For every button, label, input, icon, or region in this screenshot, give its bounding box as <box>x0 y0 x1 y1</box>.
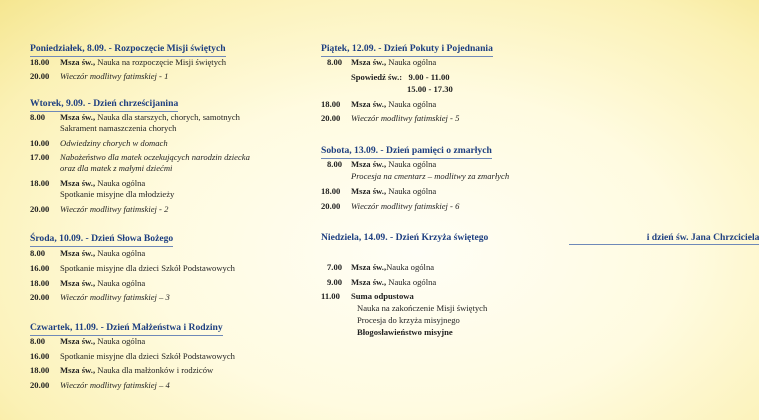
entry-text: Nauka ogólna <box>386 277 437 287</box>
entry-time: 8.00 <box>30 336 46 346</box>
entry-bold: Msza św., <box>351 99 387 109</box>
entry-time: 20.00 <box>321 113 341 123</box>
day-monday <box>30 38 292 81</box>
entry-bold: Msza św., <box>351 159 387 169</box>
entry-time: 17.00 <box>30 152 50 162</box>
day-sunday <box>321 227 759 337</box>
entry-text: Nauka dla starszych, chorych, samotnych <box>95 112 240 122</box>
entry-time: 16.00 <box>30 263 50 273</box>
entry-time: 20.00 <box>30 204 50 214</box>
day-title: Poniedziałek, 8.09. - Rozpoczęcie Misji świętych <box>30 43 226 57</box>
day-thursday <box>30 317 292 390</box>
entry-text: Nauka ogólna <box>386 159 437 169</box>
entry-text: Sakrament namaszczenia chorych <box>60 123 177 133</box>
entry-italic: Wieczór modlitwy fatimskiej - 1 <box>60 71 169 81</box>
entry-time: 11.00 <box>321 291 340 301</box>
entry-bold: Msza św., <box>60 112 96 122</box>
entry-italic: Wieczór modlitwy fatimskiej - 2 <box>60 204 169 214</box>
entry-text: Nauka ogólna <box>386 262 435 272</box>
day-title: Sobota, 13.09. - Dzień pamięci o zmarłych <box>321 145 492 159</box>
entry-text: Procesja do krzyża misyjnego <box>357 315 460 325</box>
entry-italic: Procesja na cmentarz – modlitwy za zmarłych <box>351 171 510 181</box>
day-title-line1: Niedziela, 14.09. - Dzień Krzyża świętego <box>321 232 489 243</box>
day-title <box>321 232 759 246</box>
entry-bold: Błogosławieństwo misyjne <box>357 327 453 337</box>
entry-text: Nauka ogólna <box>95 178 146 188</box>
entry-time: 18.00 <box>30 178 50 188</box>
entry-time: 7.00 <box>327 262 343 272</box>
entry-time: 8.00 <box>327 57 343 67</box>
day-title: Wtorek, 9.09. - Dzień chrześcijanina <box>30 98 178 112</box>
entry-time: 18.00 <box>30 57 50 67</box>
entry-bold: Suma odpustowa <box>351 291 414 301</box>
entry-bold: Msza św., <box>60 57 96 67</box>
entry-text: Nauka ogólna <box>386 99 437 109</box>
day-title: Czwartek, 11.09. - Dzień Małżeństwa i Rodziny <box>30 322 223 336</box>
entry-text: Nauka na rozpoczęcie Misji świętych <box>95 57 227 67</box>
entry-bold: Msza św., <box>60 248 96 258</box>
entry-time: 18.00 <box>321 99 341 109</box>
entry-italic: Wieczór modlitwy fatimskiej - 6 <box>351 201 460 211</box>
day-saturday <box>321 140 583 211</box>
entry-text: Spotkanie misyjne dla młodzieży <box>60 189 175 199</box>
entry-time: 20.00 <box>30 380 50 390</box>
entry-text: 15.00 - 17.30 <box>407 84 453 94</box>
entry-italic: Nabożeństwo dla matek oczekujących narodzin dziecka <box>60 152 250 162</box>
entry-text: Nauka ogólna <box>95 248 146 258</box>
entry-text: 9.00 - 11.00 <box>402 72 450 82</box>
entry-italic: oraz dla matek z małymi dziećmi <box>60 163 173 173</box>
entry-italic: Odwiedziny chorych w domach <box>60 138 168 148</box>
entry-time: 20.00 <box>30 292 50 302</box>
entry-bold: Msza św., <box>351 186 387 196</box>
entry-time: 20.00 <box>30 71 50 81</box>
entry-time: 18.00 <box>321 186 341 196</box>
day-friday <box>321 38 583 123</box>
entry-text: Nauka dla małżonków i rodziców <box>95 365 214 375</box>
entry-time: 18.00 <box>30 278 50 288</box>
entry-time: 16.00 <box>30 351 50 361</box>
entry-time: 20.00 <box>321 201 341 211</box>
entry-bold: Msza św., <box>60 336 96 346</box>
entry-bold: Msza św., <box>351 262 387 272</box>
entry-time: 8.00 <box>327 159 343 169</box>
entry-italic: Wieczór modlitwy fatimskiej – 3 <box>60 292 170 302</box>
entry-italic: Wieczór modlitwy fatimskiej – 4 <box>60 380 170 390</box>
entry-text: Nauka ogólna <box>95 336 146 346</box>
entry-text: Nauka ogólna <box>386 57 437 67</box>
day-title: Środa, 10.09. - Dzień Słowa Bożego <box>30 233 173 247</box>
entry-time: 8.00 <box>30 112 46 122</box>
entry-text: Spotkanie misyjne dla dzieci Szkół Podstawowych <box>60 351 235 361</box>
entry-time: 9.00 <box>327 277 343 287</box>
entry-bold: Spowiedź św.: <box>351 72 403 82</box>
entry-text: Nauka ogólna <box>95 278 146 288</box>
entry-time: 10.00 <box>30 138 50 148</box>
entry-text: Nauka na zakończenie Misji świętych <box>357 303 488 313</box>
entry-time: 8.00 <box>30 248 46 258</box>
entry-italic: Wieczór modlitwy fatimskiej - 5 <box>351 113 460 123</box>
entry-bold: Msza św., <box>351 57 387 67</box>
entry-bold: Msza św., <box>60 365 96 375</box>
day-title: Piątek, 12.09. - Dzień Pokuty i Pojednania <box>321 43 493 57</box>
entry-bold: Msza św., <box>60 278 96 288</box>
day-title-line2: i dzień św. Jana Chrzciciela <box>569 232 759 245</box>
entry-bold: Msza św., <box>351 277 387 287</box>
entry-time: 18.00 <box>30 365 50 375</box>
entry-bold: Msza św., <box>60 178 96 188</box>
day-tuesday <box>30 93 292 214</box>
entry-text: Nauka ogólna <box>386 186 437 196</box>
entry-text: Spotkanie misyjne dla dzieci Szkół Podstawowych <box>60 263 235 273</box>
day-wednesday <box>30 228 292 302</box>
